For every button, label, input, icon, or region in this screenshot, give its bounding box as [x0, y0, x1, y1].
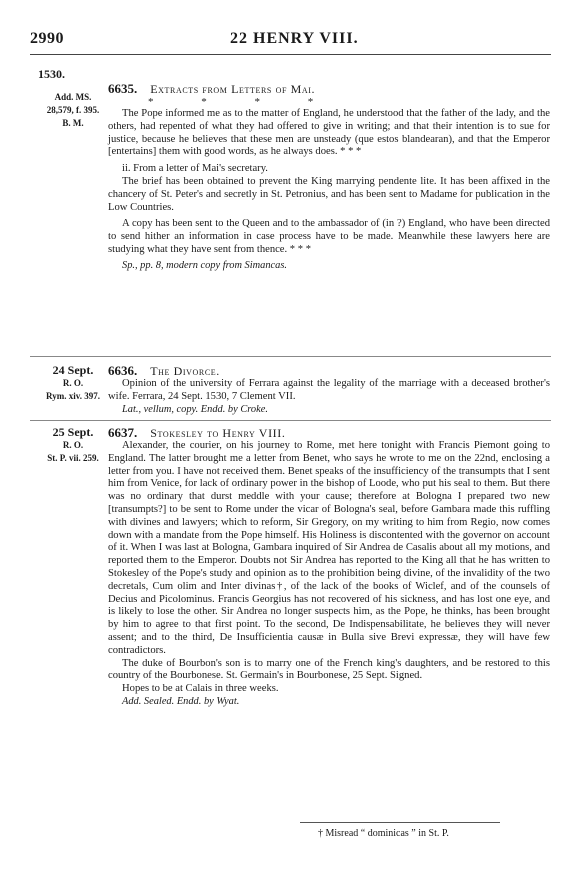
- paragraph: The brief has been obtained to prevent the King marrying pendente lite. It has been affixed in the chancery of St. Peter's and secretly in St. Petronius, and has been sent to Madame for publication in the Low Countries.: [108, 175, 550, 213]
- entry-number: 6637.: [108, 425, 138, 440]
- entry-6635: [108, 82, 550, 273]
- margin-ref: St. P. vii. 259.: [47, 453, 99, 463]
- margin-year: 1530.: [38, 67, 65, 81]
- entry-body: [108, 378, 550, 404]
- entry-heading: [108, 82, 550, 96]
- entry-title: Extracts from Letters of Mai.: [150, 82, 316, 96]
- entry-title: Stokesley to Henry VIII.: [150, 426, 286, 440]
- entry-note: Lat., vellum, copy. Endd. by Croke.: [122, 403, 268, 415]
- page-number: 2990: [30, 30, 64, 47]
- header-rule: [30, 54, 551, 55]
- entry-heading: [108, 426, 550, 440]
- entry-6637: [108, 426, 550, 709]
- entry-heading: [108, 364, 550, 378]
- margin-ref: R. O.: [62, 378, 84, 388]
- entry-note: Sp., pp. 8, modern copy from Simancas.: [122, 259, 287, 271]
- margin-ref: Add. MS.: [54, 92, 92, 102]
- margin-note-6637: [28, 426, 118, 465]
- margin-ref: R. O.: [62, 440, 84, 450]
- margin-date: 25 Sept.: [52, 425, 94, 439]
- entry-title: The Divorce.: [150, 364, 220, 378]
- entry-separator: [30, 420, 551, 421]
- paragraph: ii. From a letter of Mai's secretary.: [122, 163, 268, 175]
- entry-6636: [108, 364, 550, 416]
- entry-body: [108, 108, 550, 257]
- paragraph: The Pope informed me as to the matter of England, he understood that the father of the lady, and the others, had repented of what they had offered to give in writing; and that their intention is to sue for justice, because he believes that these men are unsteady (que estos blandearan), and that the Emperor [entertains] them with good words, as he always does. * * *: [108, 108, 550, 158]
- paragraph: The duke of Bourbon's son is to marry one of the French king's daughters, and be restored to this country of the Bourbonese. St. Germain's in Bourbonese, 25 Sept. Signed.: [108, 657, 550, 682]
- paragraph: Hopes to be at Calais in three weeks.: [122, 683, 279, 695]
- margin-date: 24 Sept.: [52, 363, 94, 377]
- margin-ref: B. M.: [62, 118, 84, 128]
- entry-number: 6636.: [108, 363, 138, 378]
- entry-body: [108, 440, 550, 696]
- footnote: † Misread “ dominicas ” in St. P.: [318, 828, 449, 839]
- margin-ref: Rym. xiv. 397.: [46, 391, 100, 401]
- margin-note-6636: [28, 364, 118, 403]
- entry-note: Add. Sealed. Endd. by Wyat.: [122, 695, 240, 707]
- paragraph: A copy has been sent to the Queen and to the ambassador of (in ?) England, who have been directed to send hither an information in case process have to be made. Meanwhile these lawyers here are studying what they have sent from thence. * * *: [108, 218, 550, 255]
- entry-separator: [30, 356, 551, 357]
- entry-number: 6635.: [108, 81, 138, 96]
- footnote-rule: [300, 822, 500, 823]
- paragraph: Alexander, the courier, on his journey to Rome, met here tonight with Francis Piemont going to England. The latter brought me a letter from Benet, who says he wrote to me on the 22nd, enclosing a letter from you. I have not received them. Benet speaks of the insufficiency of the transumpts that I sent him from Venice, for lack of ordinary power in the bishop of Loode, who put his seal to them. But there was no ordinary that durst meddle with your cause; therefore at Bologna I prepared two new [transumpts?] to be sent to Rome under the vicar of Bologna's seal, before Gambara made this ruffling with divines and lawyers; which to reform, Sir Gregory, on my writing to him from Regio, now comes down with a mandate from the Pope himself. His Holiness is discontented with the governor on account of it. When I was last at Bologna, Gambara inquired of Sir Andrea de Casalis about all my motions, and reported them to the Emperor. Doubts not Sir Andrea has reported to the King all that he has written to Stokesley of the Pope's study and opinion as to the prohibition being divine, of the invalidity of the two decretals, Cum olim and Inter divinas†, of the lack of the books of Wiclef, and of the counsels of Decius and Picolominus. Francis Georgius has not recovered of his sickness, and has lost one eye, and is likely to lose the other. Sir Andrea no longer suspects him, as the Pope, he thinks, has been brought by him to agree to that first point. To the second, De Indispensabilitate, he believes they will never assent; and to the third, De Insufficientia causæ in Bulla sive Brevi expressæ, they will have few contradictors.: [108, 440, 550, 656]
- paragraph: Opinion of the university of Ferrara against the legality of the marriage with a deceased brother's wife. Ferrara, 24 Sept. 1530, 7 Clement VII.: [108, 378, 550, 402]
- margin-note-6635: [28, 68, 118, 130]
- running-title: 22 HENRY VIII.: [230, 30, 359, 47]
- margin-ref: 28,579, f. 395.: [46, 105, 100, 115]
- ellipsis-stars: * * * *: [148, 96, 314, 108]
